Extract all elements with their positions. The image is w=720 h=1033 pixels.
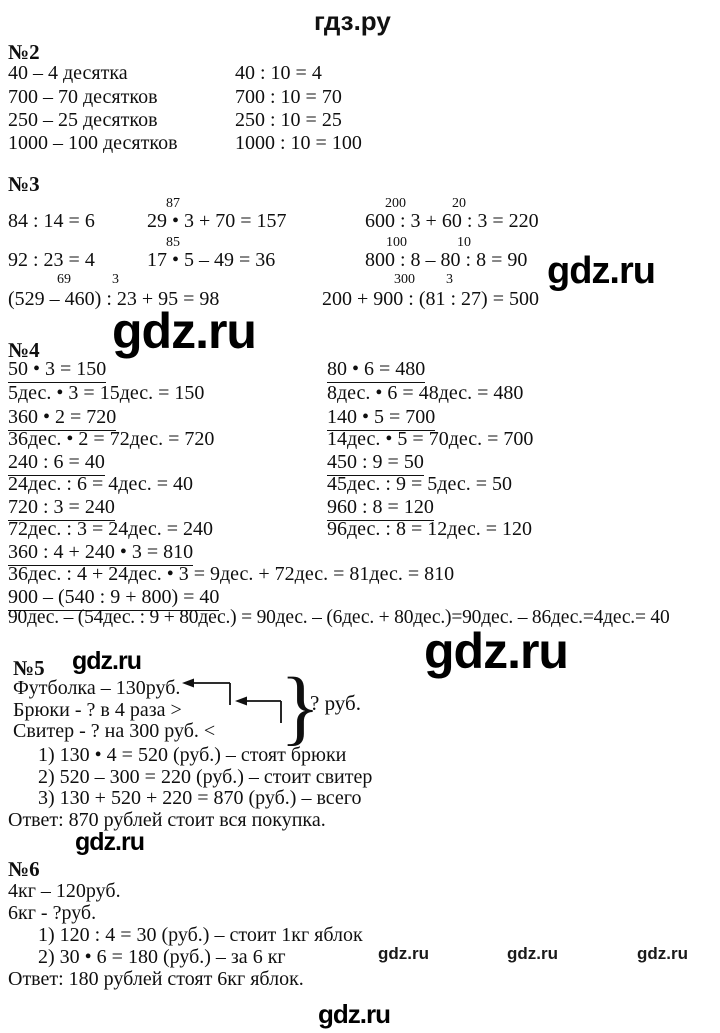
- arrow-head: [182, 679, 194, 688]
- carry-note: 20: [452, 196, 466, 211]
- equation: 36дес. : 4 + 24дес. • 3 = 9дес. + 72дес. = 81дес. = 810: [8, 563, 455, 585]
- solution-step: 1) 130 • 4 = 520 (руб.) – стоят брюки: [38, 744, 347, 766]
- gdz-watermark: gdz.ru: [637, 944, 688, 963]
- arrow-head: [235, 697, 247, 706]
- carry-note: 3: [446, 272, 453, 287]
- equation: 45дес. : 9 = 5дес. = 50: [327, 473, 512, 495]
- given-line: 6кг - ?руб.: [8, 902, 97, 924]
- carry-note: 100: [386, 235, 407, 250]
- gdz-watermark: gdz.ru: [112, 303, 256, 359]
- equation: 36дес. • 2 = 72дес. = 720: [8, 428, 215, 450]
- equation: 96дес. : 8 = 12дес. = 120: [327, 518, 532, 540]
- equation: 90дес. – (54дес. : 9 + 80дес.) = 90дес. – (6дес. + 80дес.)=90дес. – 86дес.=4дес.= 40: [8, 607, 670, 628]
- equation-underlined: 50 • 3 = 150: [8, 358, 106, 380]
- equation: 84 : 14 = 6: [8, 210, 95, 232]
- gdz-watermark: gdz.ru: [507, 944, 558, 963]
- curly-brace: }: [280, 661, 321, 754]
- carry-note: 200: [385, 196, 406, 211]
- carry-note: 300: [394, 272, 415, 287]
- arrow-line: [190, 683, 230, 705]
- equation-underlined: 720 : 3 = 240: [8, 496, 115, 518]
- equation-underlined: 900 – (540 : 9 + 800) = 40: [8, 586, 219, 608]
- equation: 8дес. • 6 = 48дес. = 480: [327, 382, 524, 404]
- gdz-watermark: gdz.ru: [72, 647, 141, 675]
- equation-underlined: 140 • 5 = 700: [327, 406, 435, 428]
- equation: 92 : 23 = 4: [8, 249, 95, 271]
- gdz-watermark: gdz.ru: [378, 944, 429, 963]
- carry-note: 87: [166, 196, 180, 211]
- given-line: Брюки - ? в 4 раза >: [13, 699, 182, 721]
- equation-underlined: 360 : 4 + 240 • 3 = 810: [8, 541, 193, 563]
- equation: (529 – 460) : 23 + 95 = 98: [8, 288, 220, 310]
- equation: 72дес. : 3 = 24дес. = 240: [8, 518, 213, 540]
- equation: 5дес. • 3 = 15дес. = 150: [8, 382, 205, 404]
- task-2-row-right: 700 : 10 = 70: [235, 86, 342, 108]
- task-2-row-left: 250 – 25 десятков: [8, 109, 158, 131]
- solution-step: 1) 120 : 4 = 30 (руб.) – стоит 1кг яблок: [38, 924, 363, 946]
- equation: 600 : 3 + 60 : 3 = 220: [365, 210, 539, 232]
- carry-note: 85: [166, 235, 180, 250]
- answer-line: Ответ: 870 рублей стоит вся покупка.: [8, 809, 326, 831]
- equation-underlined: 360 • 2 = 720: [8, 406, 116, 428]
- solution-step: 2) 30 • 6 = 180 (руб.) – за 6 кг: [38, 946, 286, 968]
- gdz-watermark: gdz.ru: [318, 999, 390, 1029]
- equation-underlined: 450 : 9 = 50: [327, 451, 424, 473]
- carry-note: 69: [57, 272, 71, 287]
- equation: 200 + 900 : (81 : 27) = 500: [322, 288, 539, 310]
- carry-note: 10: [457, 235, 471, 250]
- site-header: гдз.ру: [314, 6, 391, 36]
- solution-step: 3) 130 + 520 + 220 = 870 (руб.) – всего: [38, 787, 362, 809]
- task-2-row-right: 40 : 10 = 4: [235, 62, 322, 84]
- price-question-label: ? руб.: [310, 691, 361, 715]
- task-6-title: №6: [8, 857, 40, 881]
- task-4-title: №4: [8, 338, 40, 362]
- equation: 29 • 3 + 70 = 157: [147, 210, 287, 232]
- solution-step: 2) 520 – 300 = 220 (руб.) – стоит свитер: [38, 766, 373, 788]
- task-2-row-left: 700 – 70 десятков: [8, 86, 158, 108]
- carry-note: 3: [112, 272, 119, 287]
- equation-underlined: 240 : 6 = 40: [8, 451, 105, 473]
- task-2-row-right: 250 : 10 = 25: [235, 109, 342, 131]
- gdz-watermark: gdz.ru: [547, 250, 655, 292]
- given-line: Свитер - ? на 300 руб. <: [13, 720, 216, 742]
- equation-underlined: 80 • 6 = 480: [327, 358, 425, 380]
- given-line: Футболка – 130руб.: [13, 677, 181, 699]
- task-3-title: №3: [8, 172, 40, 196]
- task-2-row-right: 1000 : 10 = 100: [235, 132, 362, 154]
- equation: 800 : 8 – 80 : 8 = 90: [365, 249, 528, 271]
- task-5-title: №5: [13, 656, 45, 680]
- equation: 24дес. : 6 = 4дес. = 40: [8, 473, 193, 495]
- equation: 14дес. • 5 = 70дес. = 700: [327, 428, 534, 450]
- gdz-watermark: gdz.ru: [424, 623, 568, 679]
- given-line: 4кг – 120руб.: [8, 880, 121, 902]
- gdz-watermark: gdz.ru: [75, 828, 144, 856]
- task-2-title: №2: [8, 40, 40, 64]
- task-2-row-left: 1000 – 100 десятков: [8, 132, 178, 154]
- arrow-line: [243, 701, 281, 723]
- task-2-row-left: 40 – 4 десятка: [8, 62, 128, 84]
- answer-line: Ответ: 180 рублей стоят 6кг яблок.: [8, 968, 304, 990]
- equation-underlined: 960 : 8 = 120: [327, 496, 434, 518]
- equation: 17 • 5 – 49 = 36: [147, 249, 276, 271]
